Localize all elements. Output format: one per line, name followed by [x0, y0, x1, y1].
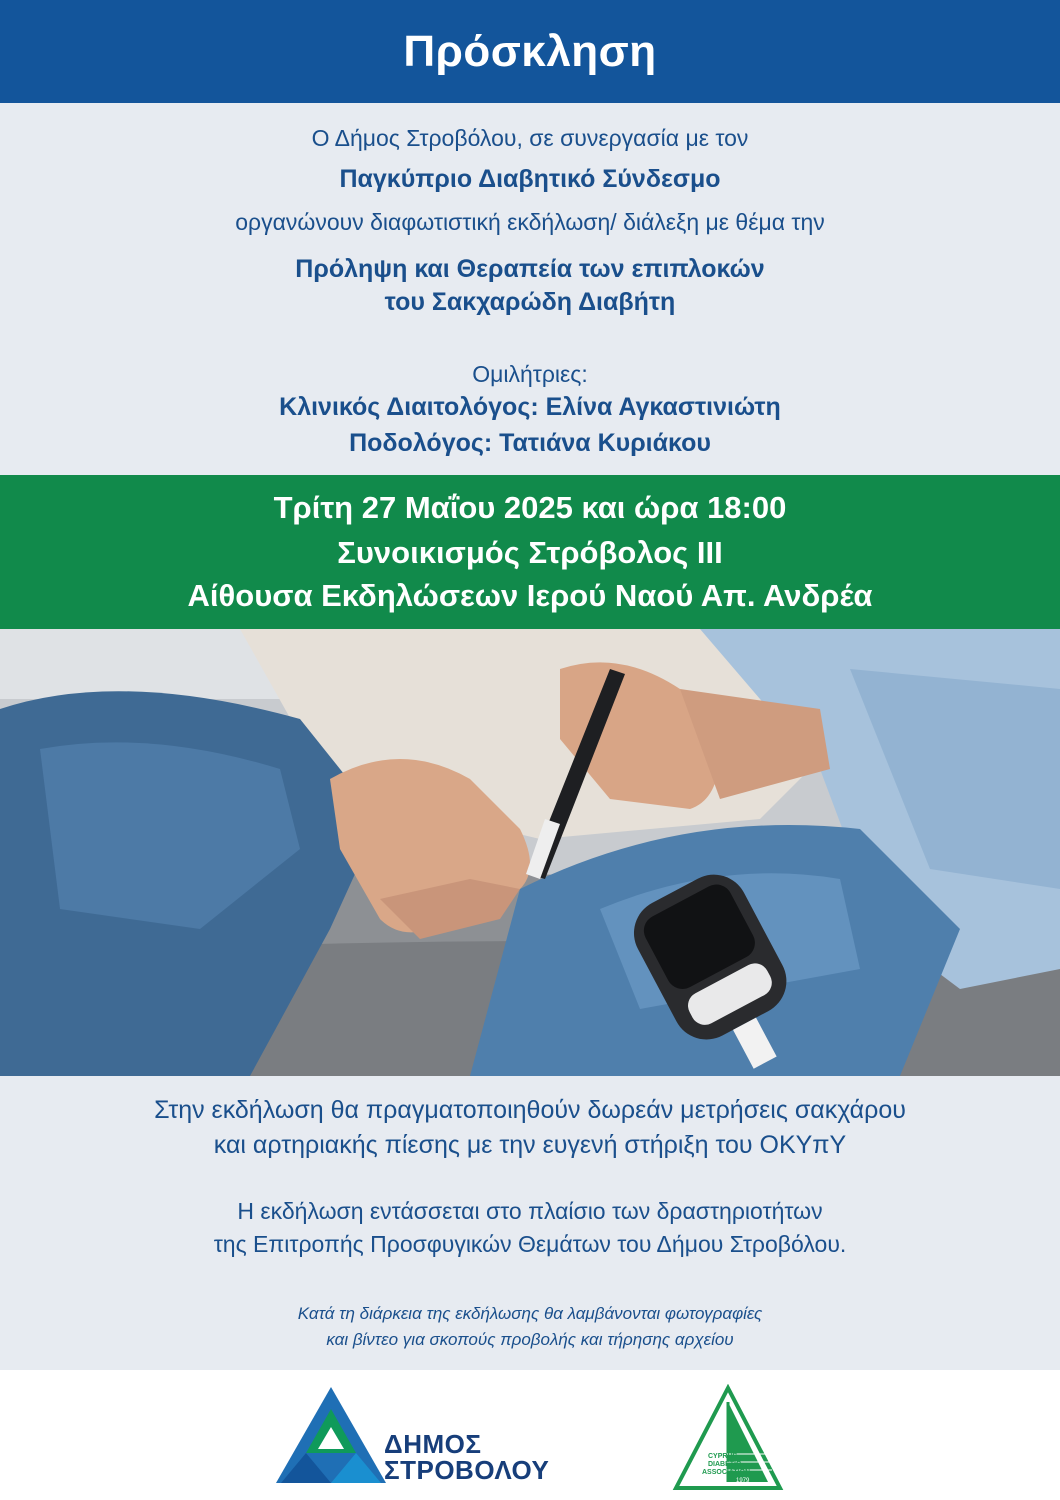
- strovolos-triangle-icon: [276, 1387, 386, 1487]
- speaker-name: Ποδολόγος: Τατιάνα Κυριάκου: [349, 429, 711, 457]
- title-banner: [0, 0, 1060, 103]
- notes-section: [0, 1076, 1060, 1370]
- logo-text: ΔΗΜΟΣ: [384, 1429, 482, 1459]
- svg-text:ASSOCIATION: ASSOCIATION: [702, 1469, 751, 1476]
- cda-triangle-icon: [672, 1384, 784, 1492]
- context-text: Η εκδήλωση εντάσσεται στο πλαίσιο των δραστηριοτήτων: [237, 1198, 823, 1224]
- photo-notice: και βίντεο για σκοπούς προβολής και τήρησης αρχείου: [326, 1330, 734, 1349]
- intro-section: [0, 103, 1060, 475]
- glucose-test-photo: [0, 629, 1060, 1076]
- intro-line: οργανώνουν διαφωτιστική εκδήλωση/ διάλεξη με θέμα την: [235, 209, 825, 235]
- event-location: Συνοικισμός Στρόβολος ΙΙΙ: [337, 535, 723, 570]
- speakers-label: Ομιλήτριες:: [472, 361, 588, 387]
- cyprus-diabetic-association-logo: [672, 1384, 784, 1492]
- topic-title: του Σακχαρώδη Διαβήτη: [384, 288, 676, 316]
- svg-text:1979: 1979: [736, 1478, 750, 1484]
- intro-line: Ο Δήμος Στροβόλου, σε συνεργασία με τον: [311, 125, 749, 151]
- page-title: Πρόσκληση: [403, 26, 657, 76]
- footer-logos: [0, 1370, 1060, 1500]
- event-datetime: Τρίτη 27 Μαΐου 2025 και ώρα 18:00: [273, 490, 787, 525]
- speaker-name: Κλινικός Διαιτολόγος: Ελίνα Αγκαστινιώτη: [279, 393, 781, 421]
- svg-text:CYPRUS: CYPRUS: [708, 1453, 738, 1460]
- event-venue: Αίθουσα Εκδηλώσεων Ιερού Ναού Απ. Ανδρέα: [187, 578, 873, 613]
- logo-text: ΣΤΡΟΒΟΛΟΥ: [384, 1455, 550, 1485]
- free-tests-text: και αρτηριακής πίεσης με την ευγενή στήριξη του ΟΚΥπΥ: [213, 1131, 847, 1159]
- strovolos-municipality-logo: [276, 1387, 550, 1487]
- context-text: της Επιτροπής Προσφυγικών Θεμάτων του Δήμου Στροβόλου.: [213, 1231, 847, 1257]
- photo-notice: Κατά τη διάρκεια της εκδήλωσης θα λαμβάνονται φωτογραφίες: [297, 1304, 763, 1323]
- free-tests-text: Στην εκδήλωση θα πραγματοποιηθούν δωρεάν μετρήσεις σακχάρου: [154, 1096, 906, 1124]
- event-details-banner: [0, 475, 1060, 629]
- svg-text:DIABETIC: DIABETIC: [708, 1461, 742, 1468]
- photo-illustration: [0, 629, 1060, 1076]
- topic-title: Πρόληψη και Θεραπεία των επιπλοκών: [295, 255, 765, 283]
- organizer-name: Παγκύπριο Διαβητικό Σύνδεσμο: [339, 165, 721, 193]
